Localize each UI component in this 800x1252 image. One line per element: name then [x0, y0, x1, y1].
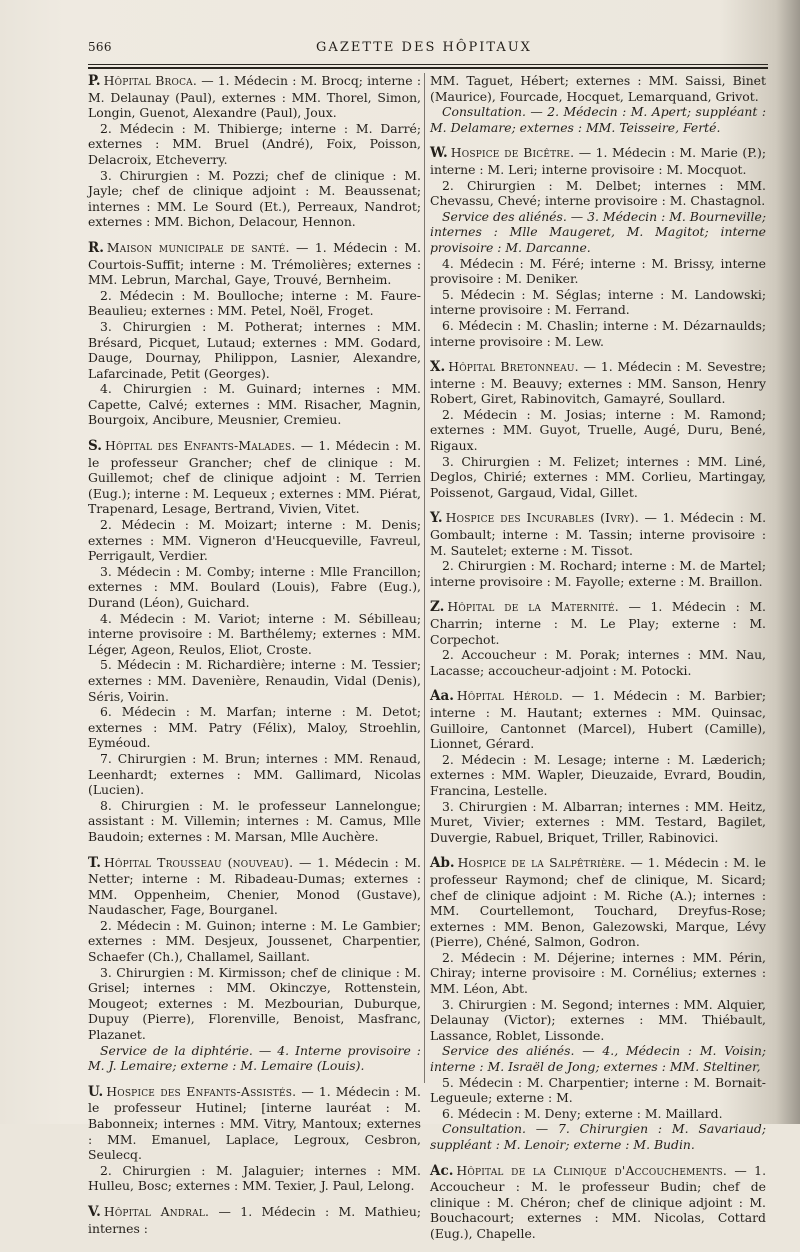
entry-text: Consultation. — 7. Chirurgien : M. Savariaud; suppléant : M. Lenoir; externe : M. Budin. — [430, 1121, 766, 1152]
service-entry — [88, 121, 421, 168]
hospital-name: Maison municipale de santé. — [106, 239, 290, 255]
service-entry — [430, 599, 766, 647]
entry-text: — 1. Médecin : M. Brocq; interne : M. Delaunay (Paul), externes : MM. Thorel, Simon, Longin, Guenot, Alexandre (Paul), Joux. — [88, 73, 421, 121]
service-entry — [88, 564, 421, 611]
running-title: GAZETTE DES HÔPITAUX — [316, 40, 532, 55]
entry-text: — 1. Médecin : M. Gombault; interne : M. Tassin; interne provisoire : M. Sautelet; externe : M. Tissot. — [430, 510, 767, 558]
service-entry — [430, 318, 766, 349]
entry-text: — 1. Médecin : M. Charrin; interne : M. Le Play; externe : M. Corpechot. — [430, 599, 766, 647]
hospital-name: Hôpital Broca. — [103, 73, 197, 88]
hospital-name: Hôpital de la Clinique d'Accouchements. — [456, 1162, 728, 1178]
entry-text: — 1. Médecin : M. Sevestre; interne : M. Beauvy; externes : MM. Sanson, Henry Robert, Giret, Rabinovitch, Gamayré, Soullard. — [430, 359, 766, 407]
section-letter: T. — [88, 854, 102, 871]
entry-text: — 1. Médecin : M. le professeur Raymond; chef de clinique, M. Sicard; chef de clinique adjoint : M. Riche (A.); internes : MM. Courtellemont, Touchard, Dreyfus-Rose; externes : MM. Benon, Galezowski, Marque, Lévy (Pierre), Chéné, Salmon, Godron. — [430, 855, 766, 950]
entry-text: 3. Chirurgien : M. Albarran; internes : MM. Heitz, Muret, Vivier; externes : MM. Testard, Bagilet, Duvergie, Rabuel, Briquet, Triller, Rabinovici. — [430, 798, 766, 845]
entry-text: — 1. Médecin : M. Courtois-Suffit; interne : M. Trémolières; externes : MM. Lebrun, Marchal, Gaye, Trouvé, Bernheim. — [88, 239, 422, 288]
entry-text: 6. Médecin : M. Deny; externe : M. Maillard. — [442, 1105, 723, 1121]
hospital-name: Hôpital Hérold. — [456, 688, 564, 704]
section-letter: R. — [88, 239, 104, 256]
service-entry — [430, 145, 766, 177]
entry-text: 2. Médecin : M. Lesage; interne : M. Læderich; externes : MM. Wapler, Dieuzaide, Evrard, Boudin, Francina, Lestelle. — [430, 751, 766, 798]
service-entry — [430, 359, 766, 407]
entry-text: 5. Médecin : M. Séglas; interne : M. Landowski; interne provisoire : M. Ferrand. — [430, 286, 766, 318]
entry-text: — 1. Accoucheur : M. le professeur Budin; chef de clinique : M. Chéron; chef de clinique adjoint : M. Bouchacourt; externes : MM. Nicolas, Cottard (Eug.), Chapelle. — [430, 1162, 767, 1241]
hospital-name: Hôpital de la Maternité. — [447, 599, 619, 615]
hospital-section — [430, 145, 766, 349]
service-entry — [430, 407, 766, 454]
service-entry — [430, 1075, 766, 1106]
service-entry — [430, 855, 766, 950]
hospital-name: Hospice de Bicêtre. — [450, 145, 575, 161]
service-entry — [430, 799, 766, 846]
service-entry — [430, 178, 766, 209]
service-entry — [430, 1163, 766, 1242]
column-divider — [424, 73, 425, 1083]
entry-text: 2. Médecin : M. Déjerine; internes : MM. Périn, Chiray; interne provisoire : M. Cornélius; externes : MM. Léon, Abt. — [430, 949, 766, 997]
entry-text: 6. Médecin : M. Marfan; interne : M. Detot; externes : MM. Patry (Félix), Maloy, Stroehlin, Eyméoud. — [88, 704, 421, 751]
entry-text: Service des aliénés. — 3. Médecin : M. Bourneville; internes : Mlle Maugeret, M. Magitot; interne provisoire : M. Darcanne. — [430, 208, 766, 255]
entry-text: — 1. Médecin : M. Barbier; interne : M. Hautant; externes : MM. Quinsac, Guilloire, Cantonnet (Marcel), Hubert (Camille), Lionnet, Gérard. — [430, 688, 766, 752]
service-entry — [88, 918, 421, 965]
header-rule-thick — [88, 67, 768, 69]
hospital-name: Hospice des Enfants-Assistés. — [106, 1083, 297, 1099]
section-letter: Z. — [430, 599, 445, 616]
section-letter: P. — [88, 73, 101, 89]
entry-text: 3. Chirurgien : M. Pozzi; chef de clinique : M. Jayle; chef de clinique adjoint : M. Beaussenat; internes : MM. Le Sourd (Et.), Perreaux, Nandrot; externes : MM. Bichon, Delacour, Hennon. — [88, 167, 421, 230]
service-entry — [430, 950, 766, 997]
entry-text: Service des aliénés. — 4., Médecin : M. Voisin; interne : M. Israël de Jong; externes : MM. Steltiner, — [430, 1043, 766, 1075]
hospital-name: Hospice des Incurables (Ivry). — [445, 510, 639, 526]
entry-text: 8. Chirurgien : M. le professeur Lannelongue; assistant : M. Villemin; internes : M. Camus, Mlle Baudoin; externes : M. Marsan, Mlle Auchère. — [88, 797, 421, 844]
service-entry — [88, 381, 421, 428]
hospital-section — [88, 1204, 421, 1236]
section-letter: Y. — [430, 510, 443, 527]
service-entry — [88, 73, 421, 121]
hospital-section — [430, 510, 766, 589]
section-letter: Ab. — [430, 855, 455, 872]
page-header — [88, 40, 760, 60]
service-entry — [88, 798, 421, 845]
service-entry — [88, 611, 421, 658]
entry-text: 2. Chirurgien : M. Jalaguier; internes : MM. Hulleu, Bosc; externes : MM. Texier, J. Paul, Lelong. — [88, 1162, 421, 1194]
service-entry — [88, 1163, 421, 1194]
entry-text: 2. Accoucheur : M. Porak; internes : MM. Nau, Lacasse; accoucheur-adjoint : M. Potocki. — [430, 647, 766, 678]
left-column — [88, 73, 421, 1246]
entry-text: 7. Chirurgien : M. Brun; internes : MM. Renaud, Leenhardt; externes : MM. Gallimard, Nicolas (Lucien). — [88, 750, 421, 798]
service-entry — [88, 517, 421, 564]
entry-text: 2. Médecin : M. Thibierge; interne : M. Darré; externes : MM. Bruel (André), Foix, Poisson, Delacroix, Etcheverry. — [88, 120, 421, 167]
entry-text: — 1. Médecin : M. Netter; interne : M. Ribadeau-Dumas; externes : MM. Oppenheim, Chenier, Monod (Gustave), Naudascher, Fage, Bourganel. — [88, 854, 421, 918]
hospital-section — [430, 855, 766, 1152]
service-entry — [430, 454, 766, 501]
hospital-section — [88, 438, 421, 844]
entry-text: 3. Médecin : M. Comby; interne : Mlle Francillon; externes : MM. Boulard (Louis), Fabre (Eug.), Durand (Léon), Guichard. — [88, 563, 421, 610]
entry-text: 2. Médecin : M. Moizart; interne : M. Denis; externes : MM. Vigneron d'Heucqueville, Favreul, Perrigault, Verdier. — [88, 517, 421, 564]
service-entry — [88, 168, 421, 230]
header-rule-thin — [88, 64, 768, 65]
entry-text: 2. Médecin : M. Guinon; interne : M. Le Gambier; externes : MM. Desjeux, Joussenet, Charpentier, Schaefer (Ch.), Challamel, Saillant. — [88, 917, 421, 965]
hospital-section — [88, 855, 421, 1074]
service-entry — [430, 997, 766, 1044]
service-entry — [88, 751, 421, 798]
section-letter: Ac. — [430, 1162, 454, 1179]
hospital-section — [430, 1163, 766, 1242]
hospital-name: Hôpital Bretonneau. — [448, 359, 579, 375]
hospital-section — [430, 688, 766, 845]
service-entry — [88, 657, 421, 704]
entry-text: — 1. Médecin : M. le professeur Grancher; chef de clinique : M. Guillemot; chef de clinique adjoint : M. Terrien (Eug.); interne : M. Lequeux ; externes : MM. Piérat, Trapenard, Lesage, Bertrand, Vivien, Vitet. — [88, 438, 422, 517]
hospital-section — [430, 359, 766, 500]
entry-text: Consultation. — 2. Médecin : M. Apert; suppléant : M. Delamare; externes : MM. Teisseire, Ferté. — [430, 104, 766, 135]
entry-text: — 1. Médecin : M. Marie (P.); interne : M. Leri; interne provisoire : M. Mocquot. — [430, 145, 766, 177]
service-entry — [430, 256, 766, 287]
right-column — [430, 73, 766, 1252]
entry-text: MM. Taguet, Hébert; externes : MM. Saissi, Binet (Maurice), Fourcade, Hocquet, Lemarquand, Grivot. — [430, 73, 766, 104]
entry-text: — 1. Médecin : M. Mathieu; internes : — [88, 1203, 422, 1236]
service-entry — [430, 1121, 766, 1152]
entry-text: 2. Médecin : M. Josias; interne : M. Ramond; externes : MM. Guyot, Truelle, Augé, Duru, Bené, Rigaux. — [430, 406, 766, 454]
entry-text: 5. Médecin : M. Charpentier; interne : M. Bornait-Legueule; externe : M. — [430, 1074, 766, 1106]
entry-text: Service de la diphtérie. — 4. Interne provisoire : M. J. Lemaire; externe : M. Lemaire (Louis). — [88, 1042, 421, 1074]
entry-text: — 1. Médecin : M. le professeur Hutinel; [interne lauréat : M. Babonneix; internes : MM. Vitry, Mantoux; externes : MM. Emanuel, Laplace, Legroux, Cesbron, Seulecq. — [88, 1083, 421, 1163]
page-number: 566 — [88, 40, 112, 54]
entry-text: 3. Chirurgien : M. Segond; internes : MM. Alquier, Delaunay (Victor); externes : MM. Thiébault, Lassance, Roblet, Lissonde. — [430, 996, 766, 1043]
entry-text: 4. Chirurgien : M. Guinard; internes : MM. Capette, Calvé; externes : MM. Risacher, Magnin, Bourgoix, Ancibure, Meusnier, Cremieu. — [88, 381, 421, 428]
hospital-section — [430, 599, 766, 678]
hospital-section — [430, 73, 766, 135]
section-letter: S. — [88, 438, 102, 455]
hospital-name: Hôpital des Enfants-Malades. — [104, 438, 296, 454]
entry-text: 3. Chirurgien : M. Kirmisson; chef de clinique : M. Grisel; internes : MM. Okinczye, Rottenstein, Mougeot; externes : M. Mezbourian, Duburque, Dupuy (Pierre), Florenville, Benoist, Masfranc, Plazanet. — [88, 964, 421, 1043]
service-entry — [430, 104, 766, 135]
service-entry — [88, 1043, 421, 1074]
service-entry — [88, 965, 421, 1043]
section-letter: W. — [430, 145, 448, 162]
service-entry — [88, 704, 421, 751]
hospital-name: Hôpital Andral. — [103, 1203, 210, 1219]
service-entry — [430, 647, 766, 678]
hospital-section — [88, 73, 421, 230]
service-entry — [430, 209, 766, 256]
section-letter: Aa. — [430, 688, 454, 705]
service-entry — [88, 288, 421, 319]
section-letter: V. — [88, 1203, 101, 1220]
section-letter: X. — [430, 359, 446, 376]
entry-text: 2. Médecin : M. Boulloche; interne : M. Faure-Beaulieu; externes : MM. Petel, Noël, Froget. — [88, 287, 421, 319]
service-entry — [430, 73, 766, 104]
service-entry — [88, 438, 421, 517]
hospital-name: Hospice de la Salpêtrière. — [457, 855, 626, 871]
entry-text: 6. Médecin : M. Chaslin; interne : M. Dézarnaulds; interne provisoire : M. Lew. — [430, 317, 766, 349]
service-entry — [88, 240, 421, 288]
entry-text: 4. Médecin : M. Variot; interne : M. Sébilleau; interne provisoire : M. Barthélemy; externes : MM. Léger, Ageon, Reulos, Eliot, Croste. — [88, 610, 421, 657]
service-entry — [430, 1043, 766, 1074]
entry-text: 4. Médecin : M. Féré; interne : M. Brissy, interne provisoire : M. Deniker. — [430, 255, 766, 287]
entry-text: 2. Chirurgien : M. Rochard; interne : M. de Martel; interne provisoire : M. Fayolle; externe : M. Braillon. — [430, 558, 766, 589]
service-entry — [430, 752, 766, 799]
section-letter: U. — [88, 1083, 104, 1100]
service-entry — [88, 1084, 421, 1163]
service-entry — [430, 688, 766, 751]
service-entry — [430, 1106, 766, 1122]
service-entry — [430, 510, 766, 558]
entry-text: 5. Médecin : M. Richardière; interne : M. Tessier; externes : MM. Davenière, Renaudin, Vidal (Denis), Séris, Voirin. — [88, 657, 421, 704]
service-entry — [430, 558, 766, 589]
entry-text: 3. Chirurgien : M. Felizet; internes : MM. Liné, Deglos, Chirié; externes : MM. Corlieu, Martingay, Poissenot, Gargaud, Vidal, Gillet. — [430, 453, 766, 500]
hospital-name: Hôpital Trousseau (nouveau). — [104, 854, 294, 870]
service-entry — [88, 319, 421, 381]
hospital-section — [88, 1084, 421, 1194]
service-entry — [88, 1204, 421, 1236]
entry-text: 2. Chirurgien : M. Delbet; internes : MM. Chevassu, Chevé; interne provisoire : M. Chastagnol. — [430, 177, 766, 209]
service-entry — [430, 287, 766, 318]
entry-text: 3. Chirurgien : M. Potherat; internes : MM. Brésard, Picquet, Lutaud; externes : MM. Godard, Dauge, Dournay, Philippon, Lasnier, Alexandre, Lafarcinade, Petit (Georges). — [88, 318, 421, 381]
service-entry — [88, 855, 421, 918]
hospital-section — [88, 240, 421, 428]
